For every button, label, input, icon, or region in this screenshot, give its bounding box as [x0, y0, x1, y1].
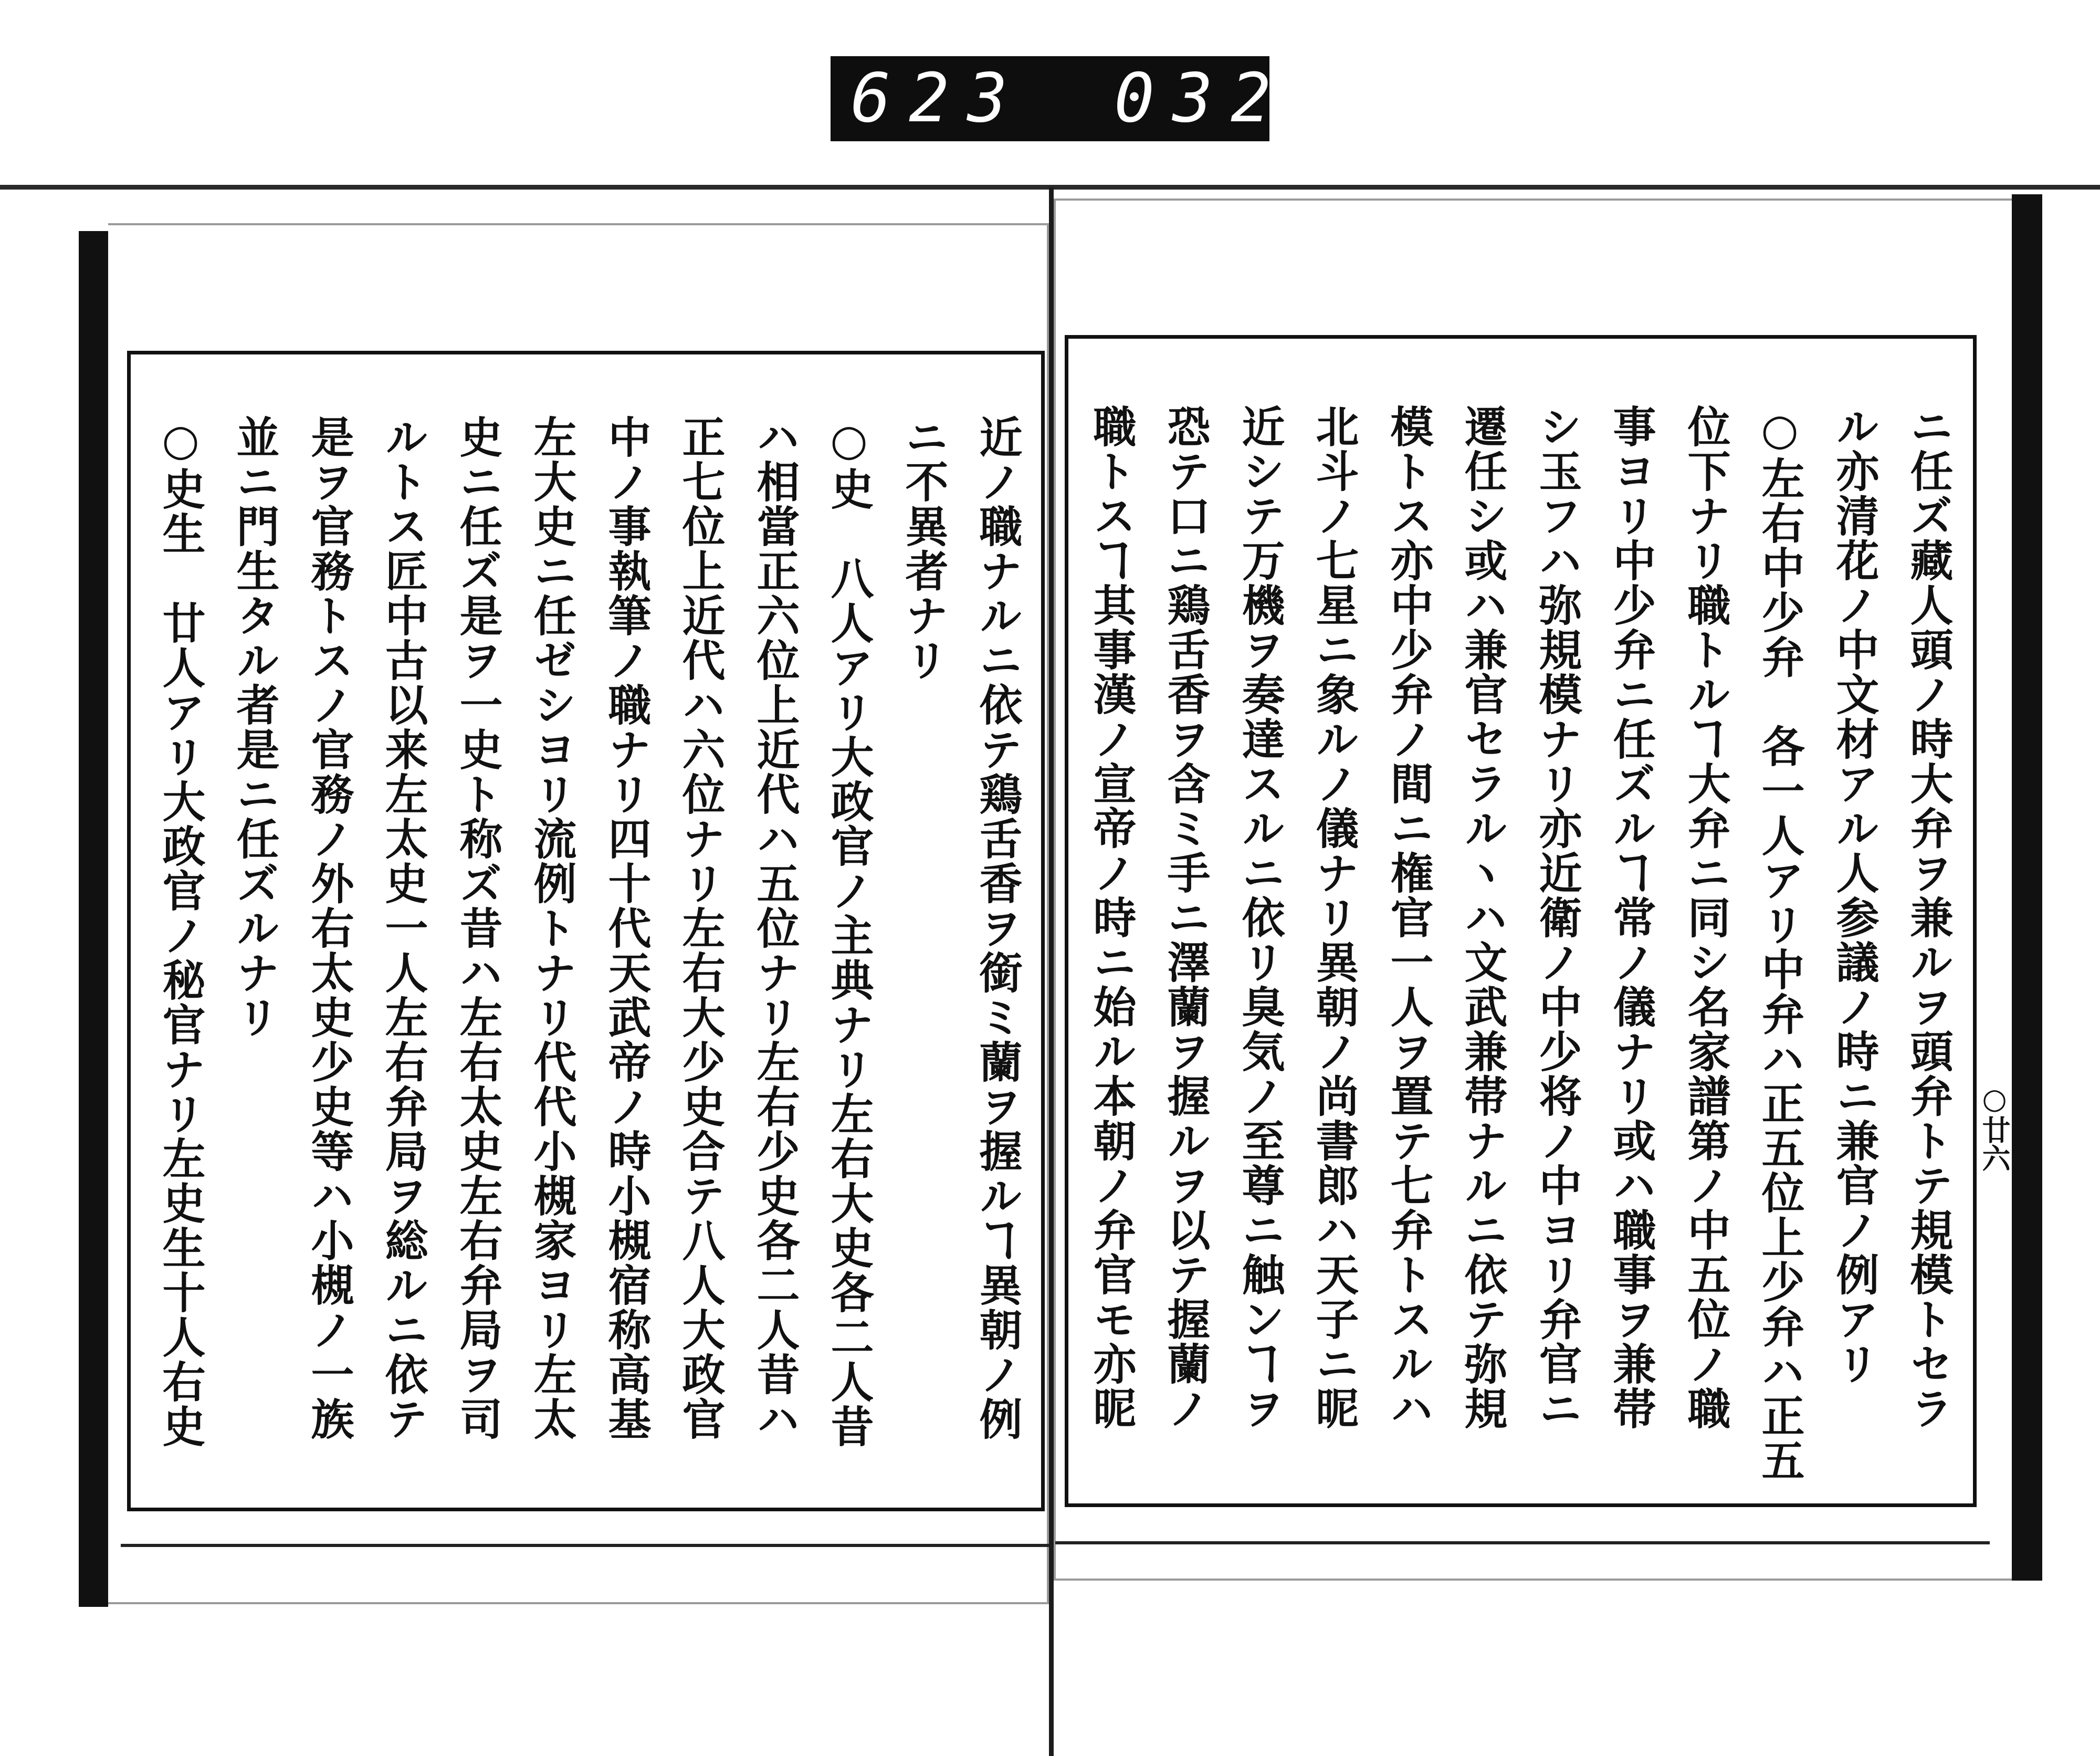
catalog-number-right: 032.	[1114, 59, 1348, 138]
right-page-column: 遷任シ或ハ兼官セラルヽハ文武兼帯ナルニ依テ弥規	[1457, 404, 1508, 1431]
right-page-column: 近シテ万機ヲ奏達スルニ依リ臭気ノ至尊ニ触ンヿヲ	[1235, 404, 1285, 1431]
left-page-column: 並ニ門生タル者是ニ任ズルナリ	[229, 415, 280, 1040]
right-page-column: 北斗ノ七星ニ象ルノ儀ナリ異朝ノ尚書郎ハ天子ニ昵	[1309, 404, 1359, 1431]
left-page-column: 中ノ事執筆ノ職ナリ四十代天武帝ノ時小槻宿称高基	[601, 415, 652, 1441]
right-page-column: ○左右中少弁 各一人アリ中弁ハ正五位上少弁ハ正五	[1755, 404, 1805, 1483]
left-page-column: 正七位上近代ハ六位ナリ左右大少史合テ八人大政官	[675, 415, 726, 1441]
left-page-column: 左大史ニ任ゼシヨリ流例トナリ代代小槻家ヨリ左太	[527, 415, 577, 1441]
page-number: ○廿六	[1978, 1082, 2011, 1172]
left-page-column: 近ノ職ナルニ依テ鶏舌香ヲ銜ミ蘭ヲ握ルヿ異朝ノ例	[972, 415, 1023, 1441]
right-page-bottom-rule	[1055, 1541, 1990, 1544]
right-page-column: シ玉フハ弥規模ナリ亦近衛ノ中少将ノ中ヨリ弁官ニ	[1532, 404, 1582, 1431]
catalog-label	[831, 56, 1348, 141]
right-page-column: 恐テ口ニ鶏舌香ヲ含ミ手ニ澤蘭ヲ握ルヲ以テ握蘭ノ	[1160, 404, 1211, 1431]
left-page-column: ニ不異者ナリ	[898, 415, 949, 683]
right-page-column: 位下ナリ職トルヿ大弁ニ同シ名家譜第ノ中五位ノ職	[1681, 404, 1731, 1431]
right-page-column: 事ヨリ中少弁ニ任ズルヿ常ノ儀ナリ或ハ職事ヲ兼帯	[1606, 404, 1656, 1431]
left-page-column: 是ヲ官務トスノ官務ノ外右太史少史等ハ小槻ノ一族	[304, 415, 354, 1441]
book-edge-left	[79, 231, 108, 1607]
left-page-bottom-rule	[121, 1544, 1049, 1547]
left-page-column: ハ相當正六位上近代ハ五位ナリ左右少史各二人昔ハ	[750, 415, 800, 1441]
book-edge-right	[2012, 194, 2042, 1581]
gutter-line	[1049, 187, 1054, 1756]
right-page-column: 職トスヿ其事漢ノ宣帝ノ時ニ始ル本朝ノ弁官モ亦昵	[1086, 404, 1137, 1431]
left-page-column: ○史 八人アリ大政官ノ主典ナリ左右大史各二人昔	[824, 415, 874, 1449]
left-page-column: ○史生 廿人アリ大政官ノ秘官ナリ左史生十人右史	[155, 415, 206, 1449]
right-page-column: 模トス亦中少弁ノ間ニ権官一人ヲ置テ七弁トスルハ	[1383, 404, 1434, 1431]
left-page-column: ルトス匠中古以来左太史一人左右弁局ヲ総ルニ依テ	[378, 415, 428, 1441]
catalog-number-left: 623	[850, 59, 1026, 138]
left-page-column: 史ニ任ズ是ヲ一史ト称ズ昔ハ左右太史左右弁局ヲ司	[453, 415, 503, 1441]
right-page-column: ル亦清花ノ中文材アル人参議ノ時ニ兼官ノ例アリ	[1829, 404, 1880, 1386]
right-page-column: ニ任ズ藏人頭ノ時大弁ヲ兼ルヲ頭弁トテ規模トセラ	[1903, 404, 1954, 1431]
